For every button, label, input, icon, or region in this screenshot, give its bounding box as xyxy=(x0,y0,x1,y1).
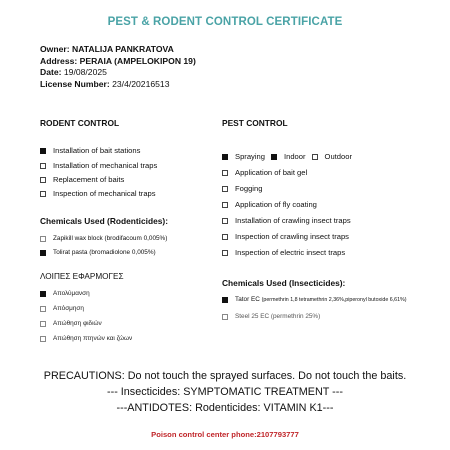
license-value: 23/4/20216513 xyxy=(112,78,170,89)
checkbox[interactable] xyxy=(222,170,228,176)
rodent-item-label: Installation of mechanical traps xyxy=(53,161,158,170)
rodent-item[interactable] xyxy=(40,189,156,198)
rodent-control-heading: RODENT CONTROL xyxy=(40,118,120,128)
poison-control-phone: Poison control center phone:2107793777 xyxy=(151,430,299,439)
checkbox[interactable] xyxy=(40,336,46,342)
date-label: Date: xyxy=(40,67,62,77)
insecticide-name: Tator EC xyxy=(235,296,260,303)
indoor-label: Indoor xyxy=(283,152,306,161)
other-item[interactable] xyxy=(40,305,84,312)
other-item-label: Απόσμηση xyxy=(53,305,84,312)
spraying-row xyxy=(222,152,358,161)
insecticides-heading: Chemicals Used (Insecticides): xyxy=(222,278,346,288)
pest-item-label: Application of fly coating xyxy=(235,200,317,209)
checkbox[interactable] xyxy=(40,321,46,327)
pest-item[interactable] xyxy=(222,168,307,177)
pest-item-label: Installation of crawling insect traps xyxy=(235,216,351,225)
pest-item[interactable] xyxy=(222,232,349,241)
address-label: Address: xyxy=(40,55,78,66)
other-item-label: Απώθηση φιδιών xyxy=(53,320,102,327)
spraying-option[interactable] xyxy=(222,152,265,161)
checkbox[interactable] xyxy=(222,250,228,256)
owner-info-block xyxy=(40,44,196,90)
rodenticide-item[interactable] xyxy=(40,249,156,256)
license-label: License Number: xyxy=(40,78,110,89)
pest-item[interactable] xyxy=(222,248,345,257)
outdoor-label: Outdoor xyxy=(324,152,352,161)
license-row xyxy=(40,79,196,91)
checkbox[interactable] xyxy=(40,191,46,197)
owner-value: NATALIJA PANKRATOVA xyxy=(72,44,174,54)
checkbox-checked[interactable] xyxy=(271,154,277,160)
date-value: 19/08/2025 xyxy=(63,67,107,77)
checkbox[interactable] xyxy=(40,306,46,312)
pest-item-label: Inspection of crawling insect traps xyxy=(235,232,349,241)
checkbox[interactable] xyxy=(222,234,228,240)
owner-row xyxy=(40,44,196,56)
insecticide-item[interactable] xyxy=(222,313,320,320)
rodent-item[interactable] xyxy=(40,175,124,184)
outdoor-option[interactable] xyxy=(312,152,352,161)
pest-item-label: Inspection of electric insect traps xyxy=(235,248,346,257)
checkbox-checked[interactable] xyxy=(40,148,46,154)
pest-item[interactable] xyxy=(222,200,317,209)
precautions-line: PRECAUTIONS: Do not touch the sprayed surfaces. Do not touch the baits. xyxy=(43,370,407,382)
pest-item-label: Fogging xyxy=(235,184,263,193)
indoor-option[interactable] xyxy=(271,152,306,161)
checkbox[interactable] xyxy=(40,236,46,242)
rodent-item-label: Replacement of baits xyxy=(53,175,125,184)
checkbox[interactable] xyxy=(40,163,46,169)
rodenticide-item[interactable] xyxy=(40,235,167,242)
date-row xyxy=(40,67,196,79)
checkbox-checked[interactable] xyxy=(40,250,46,256)
rodenticide-label: Zapikill wax block (brodifacoum 0,005%) xyxy=(53,235,168,242)
pest-control-heading: PEST CONTROL xyxy=(222,118,288,128)
address-value: PERAIA (AMPELOKIPON 19) xyxy=(79,55,196,66)
rodenticides-heading: Chemicals Used (Rodenticides): xyxy=(40,216,168,226)
other-item-label: Απώθηση πτηνών και ζώων xyxy=(53,335,133,342)
checkbox-checked[interactable] xyxy=(40,291,46,297)
insecticide-name: Steel 25 EC (permethrin 25%) xyxy=(235,313,321,320)
checkbox[interactable] xyxy=(40,177,46,183)
other-item[interactable] xyxy=(40,290,90,297)
owner-label: Owner: xyxy=(40,44,70,54)
insecticide-item[interactable] xyxy=(222,296,407,303)
pest-item[interactable] xyxy=(222,184,262,193)
rodent-item[interactable] xyxy=(40,146,140,155)
other-applications-heading: ΛΟΙΠΕΣ ΕΦΑΡΜΟΓΕΣ xyxy=(40,272,124,281)
other-item[interactable] xyxy=(40,335,132,342)
insecticide-detail: (permethrin 1,8 tetramethrin 2,36%,piperonyl butoxide 6,61%) xyxy=(261,296,407,303)
checkbox[interactable] xyxy=(222,218,228,224)
checkbox[interactable] xyxy=(312,154,318,160)
checkbox-checked[interactable] xyxy=(222,154,228,160)
pest-item[interactable] xyxy=(222,216,351,225)
checkbox[interactable] xyxy=(222,314,228,320)
rodenticide-label: Tolirat pasta (bromadiolone 0,005%) xyxy=(53,249,156,256)
antidotes-line: ---ANTIDOTES: Rodenticides: VITAMIN K1--- xyxy=(116,402,334,414)
rodent-item-label: Inspection of mechanical traps xyxy=(53,189,156,198)
rodent-item[interactable] xyxy=(40,161,157,170)
spraying-label: Spraying xyxy=(235,152,265,161)
certificate-title: PEST & RODENT CONTROL CERTIFICATE xyxy=(107,16,343,28)
address-row xyxy=(40,56,196,68)
other-item[interactable] xyxy=(40,320,102,327)
insecticides-treatment-line: --- Insecticides: SYMPTOMATIC TREATMENT --- xyxy=(107,386,343,398)
pest-item-label: Application of bait gel xyxy=(235,168,308,177)
checkbox[interactable] xyxy=(222,186,228,192)
other-item-label: Απολύμανση xyxy=(53,290,90,297)
checkbox-checked[interactable] xyxy=(222,297,228,303)
rodent-item-label: Installation of bait stations xyxy=(53,146,141,155)
checkbox[interactable] xyxy=(222,202,228,208)
